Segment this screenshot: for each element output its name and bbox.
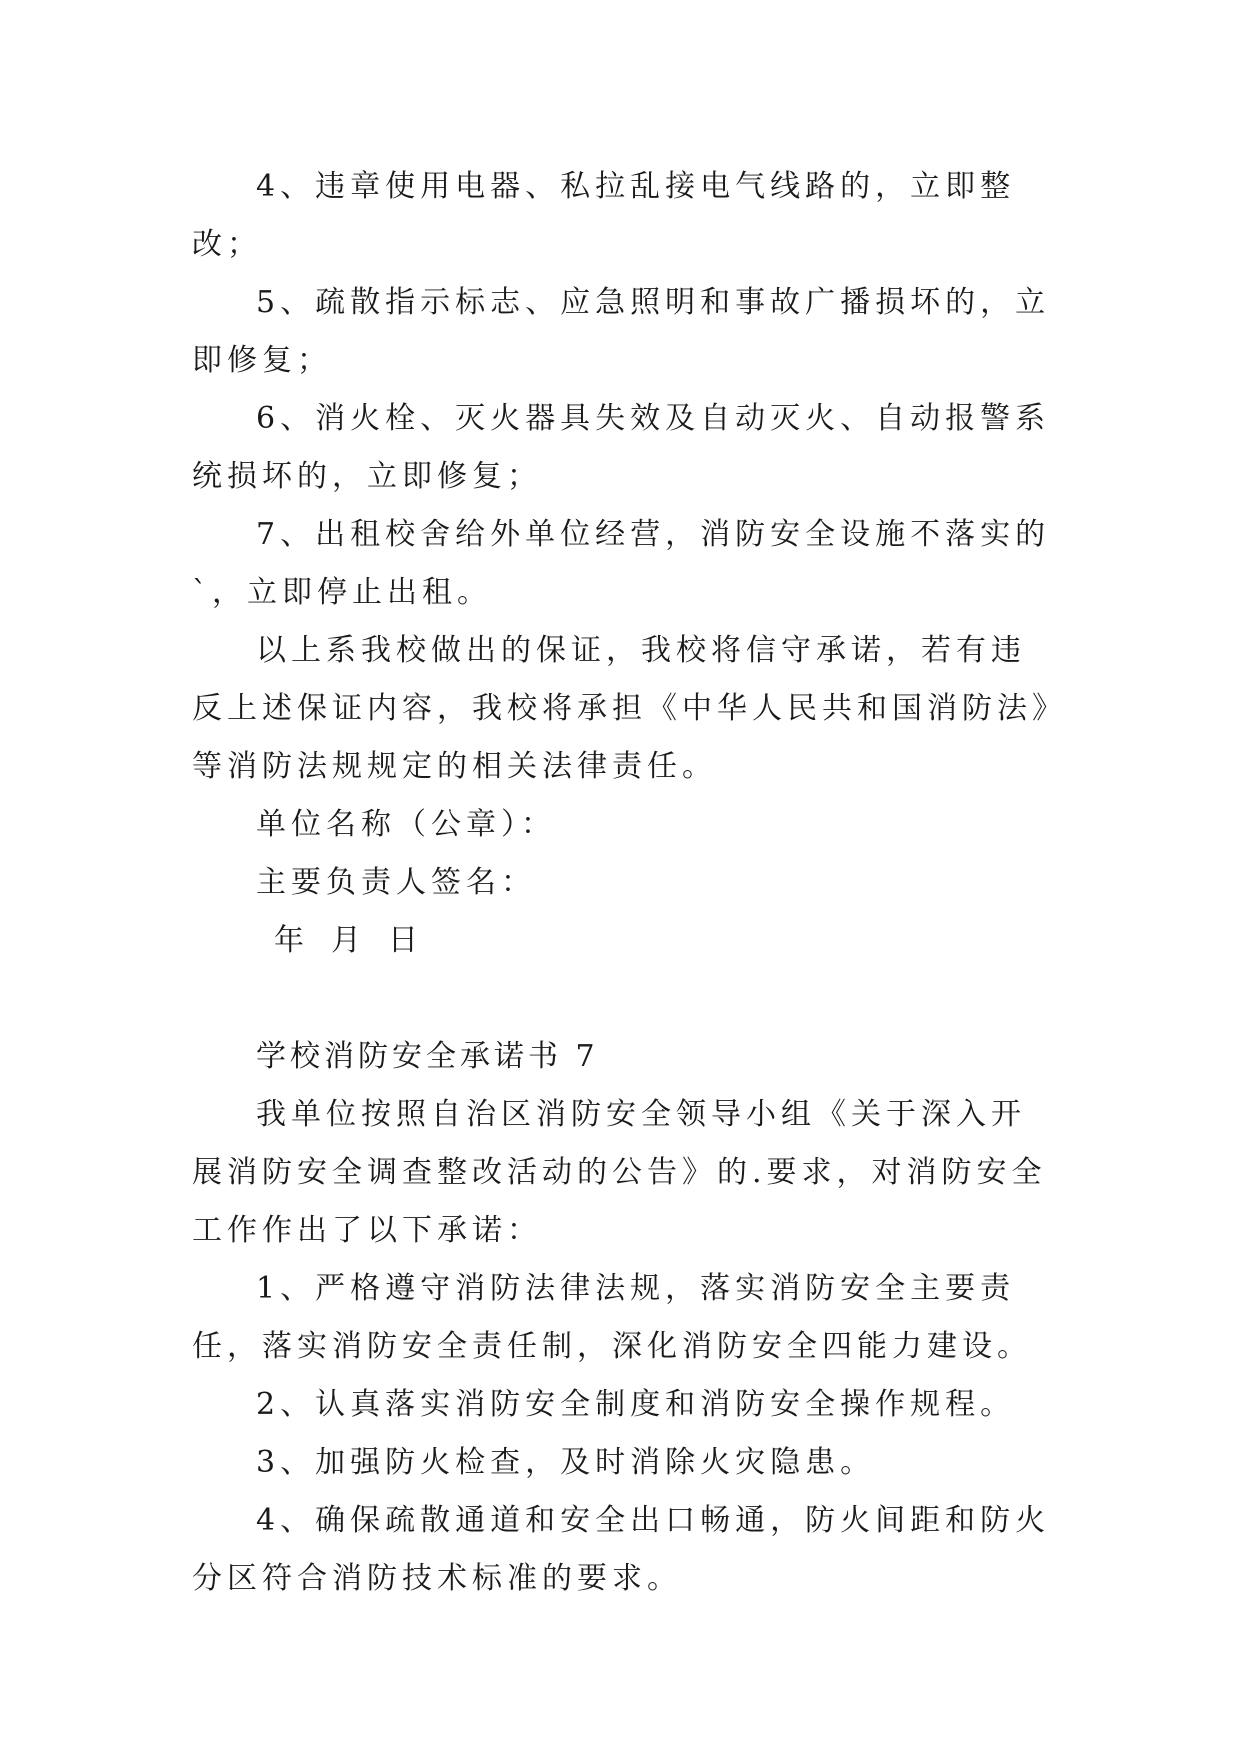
date-line — [192, 912, 1052, 970]
section-title: 学校消防安全承诺书 7 — [256, 1039, 599, 1074]
date-year-label: 年 — [274, 923, 309, 958]
paragraph-intro-commitment: 我单位按照自治区消防安全领导小组《关于深入开展消防安全调查整改活动的公告》的.要求，对消防安全工作作出了以下承诺： — [192, 1097, 1047, 1248]
section-spacer — [192, 970, 1052, 1028]
paragraph-item-7-rental: 7、出租校舍给外单位经营，消防安全设施不落实的`，立即停止出租。 — [192, 517, 1051, 610]
paragraph-item-1-laws: 1、严格遵守消防法律法规，落实消防安全主要责任，落实消防安全责任制，深化消防安全四能力建设。 — [192, 1271, 1032, 1364]
unit-name-seal-line: 单位名称（公章）： — [256, 807, 556, 842]
paragraph-guarantee: 以上系我校做出的保证，我校将信守承诺，若有违反上述保证内容，我校将承担《中华人民共和国消防法》等消防法规规定的相关法律责任。 — [192, 633, 1052, 784]
paragraph-item-2-systems: 2、认真落实消防安全制度和消防安全操作规程。 — [256, 1387, 1016, 1422]
date-day-label: 日 — [388, 923, 423, 958]
paragraph-item-6-hydrant: 6、消火栓、灭火器具失效及自动灭火、自动报警系统损坏的，立即修复； — [192, 401, 1051, 494]
paragraph-item-5-evacuation: 5、疏散指示标志、应急照明和事故广播损坏的，立即修复； — [192, 285, 1051, 378]
paragraph-item-3-inspection: 3、加强防火检查，及时消除火灾隐患。 — [256, 1445, 876, 1480]
document-body — [192, 158, 1052, 1608]
paragraph-item-4-electrical: 4、违章使用电器、私拉乱接电气线路的，立即整改； — [192, 169, 1016, 262]
responsible-person-signature-line: 主要负责人签名： — [256, 865, 536, 900]
paragraph-item-4-exits: 4、确保疏散通道和安全出口畅通，防火间距和防火分区符合消防技术标准的要求。 — [192, 1503, 1051, 1596]
date-month-label: 月 — [331, 923, 366, 958]
